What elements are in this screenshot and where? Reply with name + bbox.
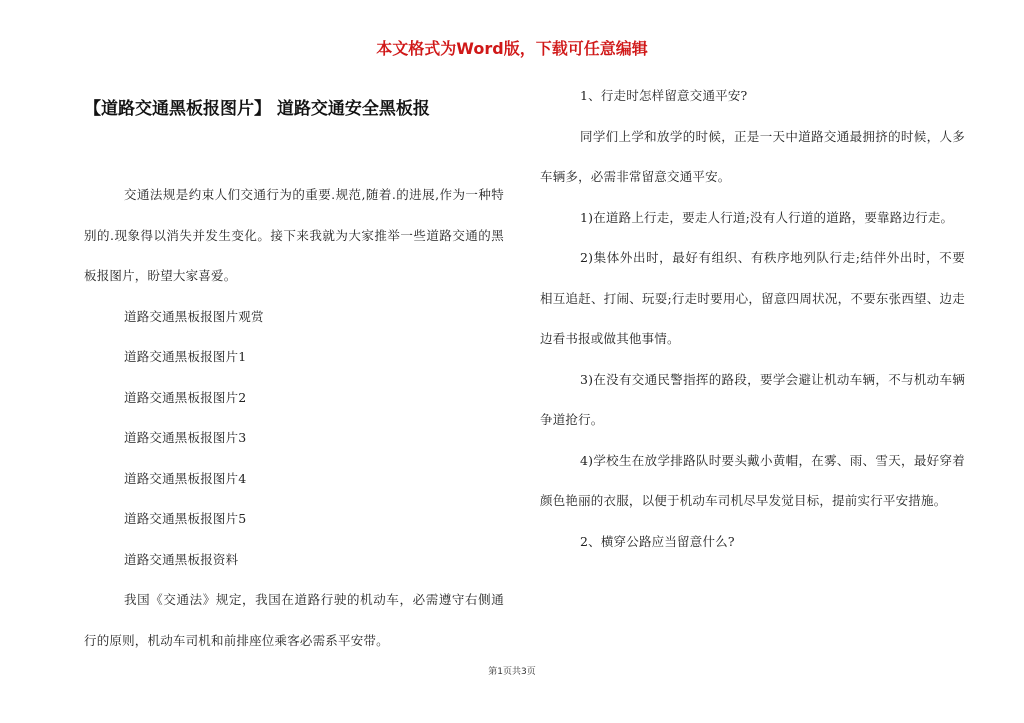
page-number: 第1页共3页 [488,667,536,677]
list-item: 道路交通黑板报资料 [124,551,239,567]
list-item: 道路交通黑板报图片2 [124,389,247,405]
document-title: 【道路交通黑板报图片】 道路交通安全黑板报 [84,99,430,119]
tip-paragraph-2: 2)集体外出时，最好有组织、有秩序地列队行走;结伴外出时，不要相互追赶、打闹、玩耍;行走时要用心，留意四周状况，不要东张西望、边走边看书报或做其他事情。 [540,250,965,346]
law-paragraph: 我国《交通法》规定，我国在道路行驶的机动车，必需遵守右侧通行的原则，机动车司机和前排座位乘客必需系平安带。 [84,592,504,648]
question-heading: 1、行走时怎样留意交通平安? [580,88,748,103]
list-item: 道路交通黑板报图片观赏 [124,308,264,324]
list-item: 道路交通黑板报图片1 [124,349,247,364]
q1-intro-paragraph: 同学们上学和放学的时候，正是一天中道路交通最拥挤的时候，人多车辆多，必需非常留意交通平安。 [540,128,965,184]
download-banner: 本文格式为Word版，下载可任意编辑 [376,39,648,58]
tip-paragraph-1: 1)在道路上行走，要走人行道;没有人行道的道路，要靠路边行走。 [580,209,954,225]
tip-paragraph-4: 4)学校生在放学排路队时要头戴小黄帽，在雾、雨、雪天，最好穿着颜色艳丽的衣服，以便于机动车司机尽早发觉目标，提前实行平安措施。 [540,452,965,508]
right-column [540,76,965,562]
question-heading: 2、横穿公路应当留意什么? [580,533,735,549]
list-item: 道路交通黑板报图片5 [124,511,247,526]
intro-paragraph: 交通法规是约束人们交通行为的重要.规范,随着.的进展,作为一种特别的.现象得以消失并发生变化。接下来我就为大家推举一些道路交通的黑板报图片，盼望大家喜爱。 [84,187,504,283]
list-item: 道路交通黑板报图片4 [124,470,247,486]
left-column [84,175,504,661]
tip-paragraph-3: 3)在没有交通民警指挥的路段，要学会避让机动车辆，不与机动车辆争道抢行。 [540,371,965,427]
list-item: 道路交通黑板报图片3 [124,430,247,445]
